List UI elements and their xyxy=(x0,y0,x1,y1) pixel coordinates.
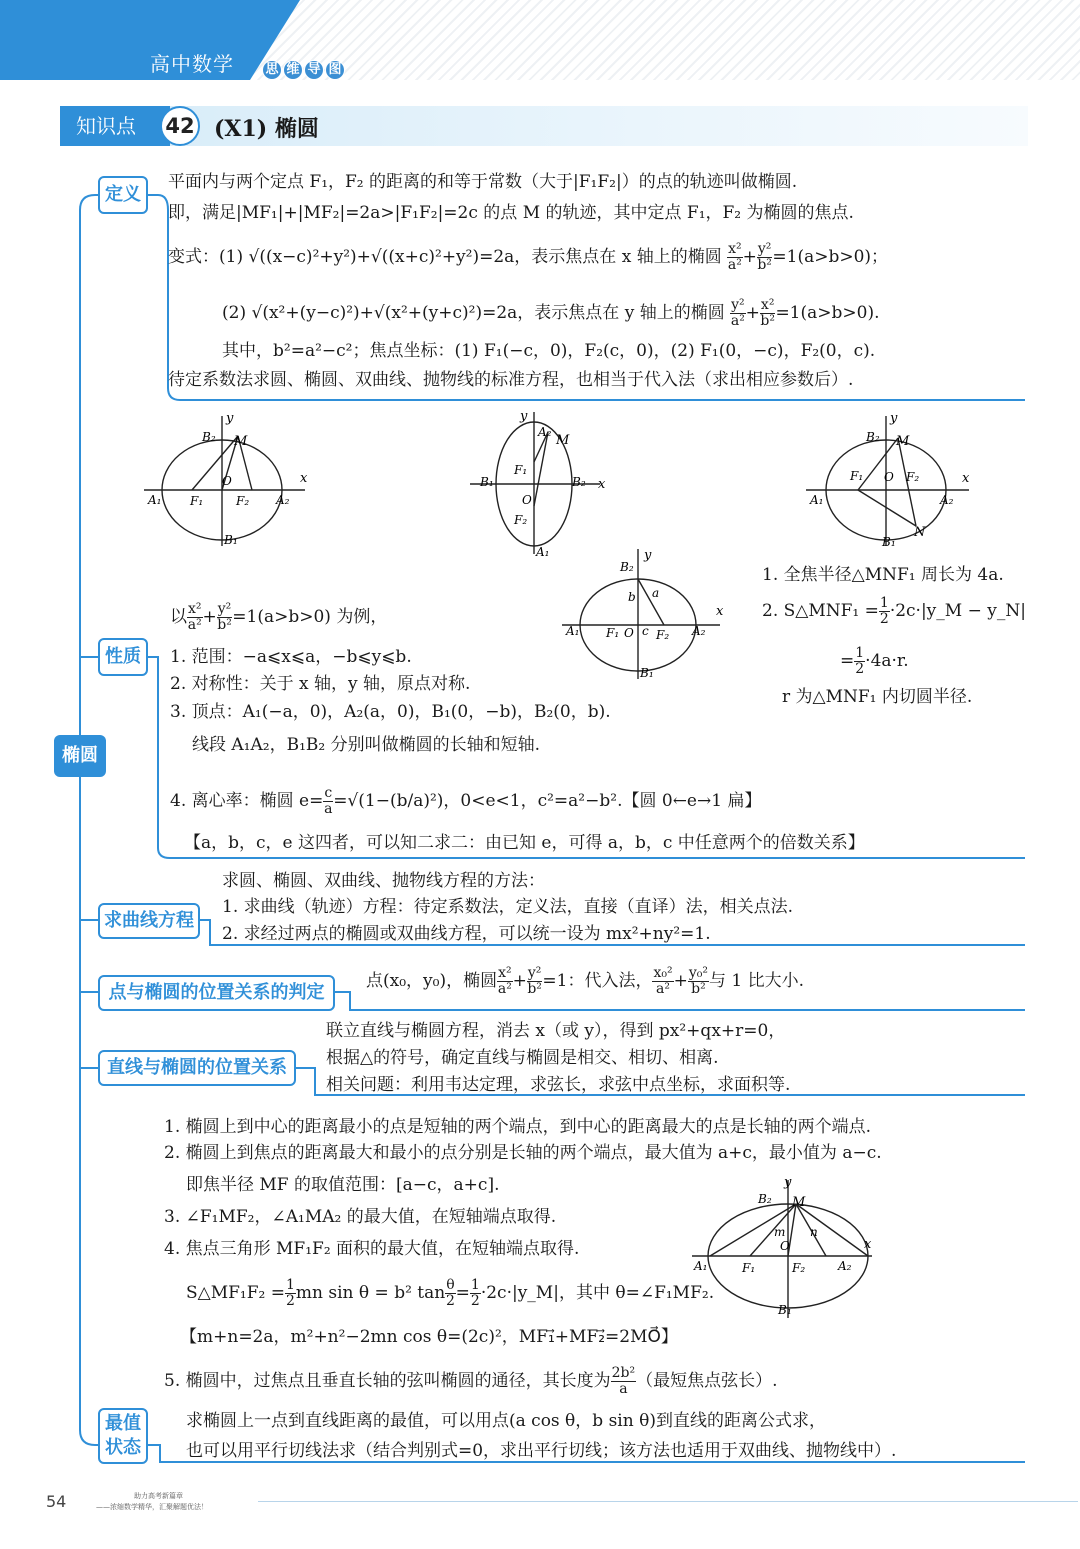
point-label: B₂ xyxy=(866,430,880,444)
point-label: B₁ xyxy=(480,475,494,489)
prop-intro: 以 $\frac{\text{x²}}{\text{a²}}$ + $\frac{\text{y²}}{\text{b²}}$ =1(a>b>0) 为例， xyxy=(170,601,388,633)
numerator: x² xyxy=(760,297,775,313)
numerator: θ xyxy=(446,1277,455,1293)
ext-4-formula xyxy=(186,1278,714,1309)
ext-1: 1. 椭圆上到中心的距离最小的点是短轴的两个端点，到中心的距离最大的点是长轴的两个端点. xyxy=(164,1117,872,1137)
numerator: y² xyxy=(757,241,772,257)
denominator: a² xyxy=(730,313,745,329)
denominator: 2 xyxy=(470,1293,480,1309)
denominator: 2 xyxy=(286,1293,295,1309)
topic-title: (X1) 椭圆 xyxy=(214,116,319,142)
def-line-4: (2) √(x²+(y−c)²)+√(x²+(y+c)²)=2a，表示焦点在 y 轴上的椭圆 $\frac{\text{y²}}{\text{a²}}$ + $\frac{\text{x²}}{\text{b²}}$ =1(a>b>0). xyxy=(222,297,880,329)
fraction xyxy=(187,602,203,633)
denominator: b² xyxy=(691,981,706,997)
focal-chord-note-2 xyxy=(762,596,1026,627)
point-label: O xyxy=(222,474,232,488)
axis-label: x xyxy=(864,1237,872,1252)
point-label: F₁ xyxy=(742,1261,756,1275)
point-label: F₁ xyxy=(190,494,204,508)
prop-note: 【a，b，c，e 这四者，可以知二求二：由已知 e，可得 a，b，c 中任意两个的倍数关系】 xyxy=(184,833,865,853)
fraction xyxy=(611,1366,636,1397)
eq-line-1: 求圆、椭圆、双曲线、抛物线方程的方法： xyxy=(222,871,545,891)
diagram-focal-triangle xyxy=(688,1172,878,1322)
point-label: B₂ xyxy=(758,1192,772,1206)
topic-tag: 知识点 xyxy=(60,106,170,146)
fraction xyxy=(688,966,709,997)
formula-text: 点(x₀，y₀)，椭圆 xyxy=(366,971,498,991)
diagram-abc-triangle xyxy=(560,545,730,685)
numerator: c xyxy=(324,785,333,801)
branch-definition: 定义 xyxy=(98,176,148,214)
fraction xyxy=(217,602,233,633)
formula-text: ·2c·|y_M|，其中 θ=∠F₁MF₂. xyxy=(480,1283,715,1303)
point-label: A₁ xyxy=(810,493,824,507)
point-label: M xyxy=(234,434,248,449)
point-label: n xyxy=(810,1225,818,1239)
point-label: N xyxy=(914,525,926,540)
fraction xyxy=(757,242,773,273)
point-label: A₂ xyxy=(940,493,954,507)
badge-char: 思 xyxy=(262,60,282,80)
numerator: 1 xyxy=(286,1277,295,1293)
def-line-2: 即，满足|MF₁|+|MF₂|=2a>|F₁F₂|=2c 的点 M 的轨迹，其中定点 F₁，F₂ 为椭圆的焦点. xyxy=(168,203,854,223)
formula-text: S△MF₁F₂ = xyxy=(186,1283,285,1303)
point-label: A₁ xyxy=(566,624,580,638)
def-line-6: 待定系数法求圆、椭圆、双曲线、抛物线的标准方程，也相当于代入法（求出相应参数后）. xyxy=(168,370,854,390)
footer-slogan: ——浓缩数学精华，汇聚解题优法！ xyxy=(96,1503,208,1511)
axis-label: x xyxy=(300,471,308,486)
point-label: F₂ xyxy=(514,513,528,527)
fraction xyxy=(445,1278,455,1309)
point-label: F₂ xyxy=(656,628,670,642)
point-label: O xyxy=(780,1239,790,1253)
denominator: 2 xyxy=(879,611,889,627)
point-label: O xyxy=(624,626,634,640)
denominator: b² xyxy=(760,313,775,329)
point-label: m xyxy=(774,1225,786,1239)
denominator: b² xyxy=(217,617,232,633)
point-label: F₂ xyxy=(236,494,250,508)
point-label: F₁ xyxy=(514,463,528,477)
root-node-ellipse: 椭圆 xyxy=(54,735,106,777)
fraction xyxy=(879,596,890,627)
fraction xyxy=(652,966,673,997)
formula-text: 2. S△MNF₁ = xyxy=(762,601,879,621)
point-label: M xyxy=(556,433,570,448)
prop-range: 1. 范围：−a⩽x⩽a，−b⩽y⩽b. xyxy=(170,647,412,667)
point-label: B₂ xyxy=(572,475,586,489)
diagram-focal-chord xyxy=(804,408,984,548)
prop-axes: 线段 A₁A₂，B₁B₂ 分别叫做椭圆的长轴和短轴. xyxy=(192,735,541,755)
point-label: B₂ xyxy=(620,560,634,574)
focal-chord-note-1: 1. 全焦半径△MNF₁ 周长为 4a. xyxy=(762,565,1004,585)
axis-label: y xyxy=(784,1175,792,1190)
def-line-4-end: =1(a>b>0). xyxy=(775,303,880,323)
ext-3: 3. ∠F₁MF₂，∠A₁MA₂ 的最大值，在短轴端点取得. xyxy=(164,1207,557,1227)
point-label: O xyxy=(522,493,532,507)
page-number: 54 xyxy=(46,1492,67,1511)
ext-4-note: 【m+n=2a，m²+n²−2mn cos θ=(2c)²，MF₁⃗+MF₂⃗=2MO⃗】 xyxy=(180,1327,678,1347)
diagram-ellipse-y-axis xyxy=(468,406,608,558)
def-line-3-end: =1(a>b>0)； xyxy=(772,247,889,267)
point-label: B₁ xyxy=(640,666,654,680)
numerator: y² xyxy=(217,601,232,617)
def-line-5: 其中，b²=a²−c²；焦点坐标：(1) F₁(−c，0)，F₂(c，0)，(2) F₁(0，−c)，F₂(0，c). xyxy=(222,341,876,361)
formula-text: =1：代入法， xyxy=(542,971,653,991)
point-label: O xyxy=(884,470,894,484)
numerator: y₀² xyxy=(688,965,708,981)
fraction xyxy=(527,966,543,997)
def-line-1: 平面内与两个定点 F₁，F₂ 的距离的和等于常数（大于|F₁F₂|）的点的轨迹叫做椭圆. xyxy=(168,172,798,192)
numerator: x₀² xyxy=(653,965,673,981)
line-pos-3: 相关问题：利用韦达定理，求弦长，求弦中点坐标，求面积等. xyxy=(326,1075,791,1095)
fraction xyxy=(285,1278,296,1309)
branch-curve-equation: 求曲线方程 xyxy=(98,903,200,939)
denominator: b² xyxy=(757,257,772,273)
axis-label: x xyxy=(598,477,606,492)
axis-label: x xyxy=(716,604,724,619)
denominator: a² xyxy=(187,617,202,633)
badge-char: 导 xyxy=(304,60,324,80)
branch-extremes: 最值 状态 xyxy=(98,1408,148,1464)
point-position-text: 点(x₀，y₀)，椭圆 $\frac{\text{x²}}{\text{a²}}$ + $\frac{\text{y²}}{\text{b²}}$ =1：代入法， $\frac{\text{x₀²}}{\text{a²}}$ + $\frac{\text{y₀²}}{\text{b²}}$ 与 1 比大小. xyxy=(366,965,804,997)
denominator: b² xyxy=(527,981,542,997)
fraction xyxy=(497,966,513,997)
formula-text: 4. 离心率：椭圆 e= xyxy=(170,791,324,811)
formula-text: mn sin θ = b² tan xyxy=(295,1283,446,1303)
point-label: A₂ xyxy=(692,624,706,638)
denominator: 2 xyxy=(445,1293,455,1309)
ext-2b: 即焦半径 MF 的取值范围：[a−c，a+c]. xyxy=(186,1175,500,1195)
fraction xyxy=(730,298,746,329)
axis-label: y xyxy=(644,548,652,563)
branch-line-position: 直线与椭圆的位置关系 xyxy=(98,1050,296,1086)
fraction xyxy=(854,646,865,677)
def-line-3-text: 变式：(1) √((x−c)²+y²)+√((x+c)²+y²)=2a，表示焦点在 x 轴上的椭圆 xyxy=(168,247,722,267)
numerator: y² xyxy=(731,297,745,313)
denominator: a² xyxy=(656,981,670,997)
point-label: b xyxy=(628,590,636,604)
diagram-ellipse-x-axis xyxy=(140,408,320,548)
point-label: A₁ xyxy=(694,1259,708,1273)
point-label: M xyxy=(896,434,910,449)
fraction xyxy=(727,242,743,273)
point-label: F₁ xyxy=(850,469,864,483)
intro-text: =1(a>b>0) 为例， xyxy=(232,607,388,627)
ext-7: 也可以用平行切线法求（结合判别式=0，求出平行切线；该方法也适用于双曲线、抛物线中）. xyxy=(186,1441,897,1461)
prop-eccentricity xyxy=(170,786,761,817)
formula-text: ·2c·|y_M − y_N| xyxy=(889,601,1026,621)
book-title: 高中数学 xyxy=(150,52,234,76)
prop-vertices: 3. 顶点：A₁(−a，0)，A₂(a，0)，B₁(0，−b)，B₂(0，b). xyxy=(170,702,611,722)
formula-text: =√(1−(b/a)²)，0<e<1，c²=a²−b².【圆 0←e→1 扁】 xyxy=(333,791,762,811)
badge-char: 维 xyxy=(283,60,303,80)
prop-symmetry: 2. 对称性：关于 x 轴，y 轴，原点对称. xyxy=(170,674,471,694)
ext-2: 2. 椭圆上到焦点的距离最大和最小的点分别是长轴的两个端点，最大值为 a+c，最小值为 a−c. xyxy=(164,1143,882,1163)
point-label: A₂ xyxy=(276,493,290,507)
fraction xyxy=(470,1278,481,1309)
numerator: 2b² xyxy=(611,1365,636,1381)
numerator: 1 xyxy=(470,1277,480,1293)
footer-rule xyxy=(258,1501,1078,1502)
point-label: B₁ xyxy=(778,1303,792,1317)
def-line-4-text: (2) √(x²+(y−c)²)+√(x²+(y+c)²)=2a，表示焦点在 y 轴上的椭圆 xyxy=(222,303,725,323)
topic-number: 42 xyxy=(160,106,200,146)
denominator: a² xyxy=(727,257,742,273)
point-label: F₁ xyxy=(606,626,620,640)
point-label: B₁ xyxy=(224,533,238,547)
point-label: A₁ xyxy=(536,545,550,558)
line-pos-1: 联立直线与椭圆方程，消去 x（或 y），得到 px²+qx+r=0， xyxy=(326,1021,786,1041)
point-label: c xyxy=(642,624,649,638)
numerator: 1 xyxy=(879,595,889,611)
formula-text: 5. 椭圆中，过焦点且垂直长轴的弦叫椭圆的通径，其长度为 xyxy=(164,1371,611,1391)
point-label: M xyxy=(792,1195,806,1210)
formula-text: = xyxy=(455,1283,470,1303)
numerator: y² xyxy=(527,965,542,981)
badge-char: 图 xyxy=(325,60,345,80)
eq-line-3: 2. 求经过两点的椭圆或双曲线方程，可以统一设为 mx²+ny²=1. xyxy=(222,924,711,944)
numerator: x² xyxy=(188,601,202,617)
branch-properties: 性质 xyxy=(98,638,148,676)
fraction xyxy=(323,786,333,817)
axis-label: y xyxy=(520,409,528,424)
point-label: F₂ xyxy=(792,1261,806,1275)
denominator: 2 xyxy=(855,661,865,677)
point-label: B₁ xyxy=(882,535,896,548)
denominator: a xyxy=(619,1381,628,1397)
ext-5 xyxy=(164,1366,778,1397)
point-label: A₂ xyxy=(538,425,552,439)
point-label: A₁ xyxy=(148,493,162,507)
point-label: B₂ xyxy=(202,430,216,444)
footer-slogan: 助力高考新篇章 xyxy=(134,1492,183,1500)
ext-6: 求椭圆上一点到直线距离的最值，可以用点(a cos θ，b sin θ)到直线的距离公式求， xyxy=(186,1411,826,1431)
axis-label: y xyxy=(890,411,898,426)
axis-label: x xyxy=(962,471,970,486)
numerator: x² xyxy=(498,965,512,981)
axis-label: y xyxy=(226,411,234,426)
branch-point-position: 点与椭圆的位置关系的判定 xyxy=(98,975,335,1011)
numerator: x² xyxy=(728,241,742,257)
formula-text: ·4a·r. xyxy=(865,651,909,671)
point-label: F₂ xyxy=(906,470,920,484)
def-line-3: 变式：(1) √((x−c)²+y²)+√((x+c)²+y²)=2a，表示焦点在 x 轴上的椭圆 $\frac{\text{x²}}{\text{a²}}$ + $\frac{\text{y²}}{\text{b²}}$ =1(a>b>0)； xyxy=(168,241,889,273)
numerator: 1 xyxy=(855,645,865,661)
point-label: A₂ xyxy=(838,1259,852,1273)
formula-text: （最短焦点弦长）. xyxy=(636,1371,778,1391)
point-label: a xyxy=(652,586,660,600)
intro-text: 以 xyxy=(170,607,187,627)
formula-text: = xyxy=(840,651,855,671)
denominator: a xyxy=(324,801,333,817)
focal-chord-note-4: r 为△MNF₁ 内切圆半径. xyxy=(782,687,973,707)
denominator: a² xyxy=(497,981,512,997)
fraction xyxy=(760,298,776,329)
ext-4: 4. 焦点三角形 MF₁F₂ 面积的最大值，在短轴端点取得. xyxy=(164,1239,580,1259)
eq-line-2: 1. 求曲线（轨迹）方程：待定系数法，定义法，直接（直译）法，相关点法. xyxy=(222,897,794,917)
focal-chord-note-3 xyxy=(840,646,909,677)
line-pos-2: 根据△的符号，确定直线与椭圆是相交、相切、相离. xyxy=(326,1048,719,1068)
formula-text: 与 1 比大小. xyxy=(708,971,804,991)
